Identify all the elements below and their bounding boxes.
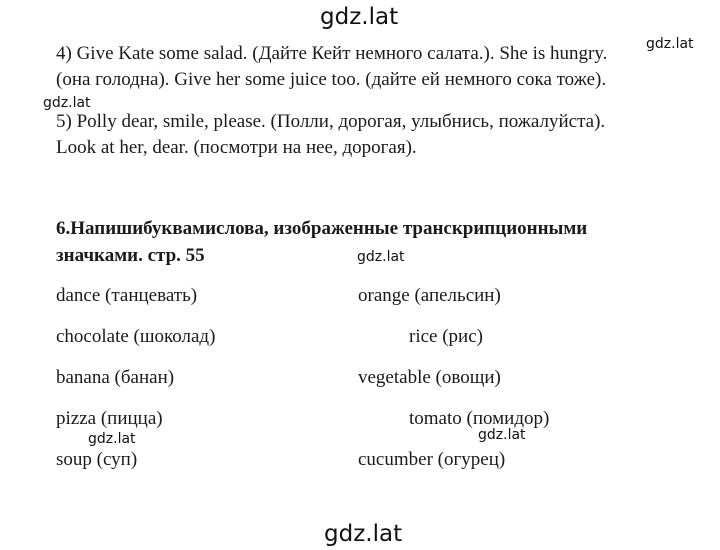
word-item: chocolate (шоколад): [56, 326, 216, 347]
paragraph-line-4: Look at her, dear. (посмотри на нее, дорогая).: [56, 137, 417, 158]
paragraph-line-1: 4) Give Kate some salad. (Дайте Кейт немного салата.). She is hungry.: [56, 43, 608, 64]
word-item: vegetable (овощи): [358, 367, 501, 388]
word-item: orange (апельсин): [358, 285, 501, 306]
watermark-under-tomato: gdz.lat: [478, 427, 526, 443]
watermark-left-mid: gdz.lat: [43, 95, 91, 111]
word-item: soup (суп): [56, 449, 138, 470]
exercise-heading-line-2: значками. стр. 55: [56, 245, 205, 266]
word-item: rice (рис): [409, 326, 483, 347]
paragraph-line-3: 5) Polly dear, smile, please. (Полли, дорогая, улыбнись, пожалуйста).: [56, 111, 606, 132]
paragraph-line-2: (она голодна). Give her some juice too. (дайте ей немного сока тоже).: [56, 69, 607, 90]
watermark-right-top: gdz.lat: [646, 36, 694, 52]
watermark-heading-mid: gdz.lat: [357, 249, 405, 265]
exercise-heading-line-1: 6.Напишибуквамислова, изображенные транскрипционными: [56, 218, 588, 239]
word-item: banana (банан): [56, 367, 175, 388]
word-item: dance (танцевать): [56, 285, 198, 306]
word-item: tomato (помидор): [409, 408, 550, 429]
watermark-under-pizza: gdz.lat: [88, 431, 136, 447]
word-item: pizza (пицца): [56, 408, 163, 429]
word-item: cucumber (огурец): [358, 449, 506, 470]
watermark-bottom: gdz.lat: [324, 521, 403, 547]
watermark-top: gdz.lat: [320, 4, 399, 30]
